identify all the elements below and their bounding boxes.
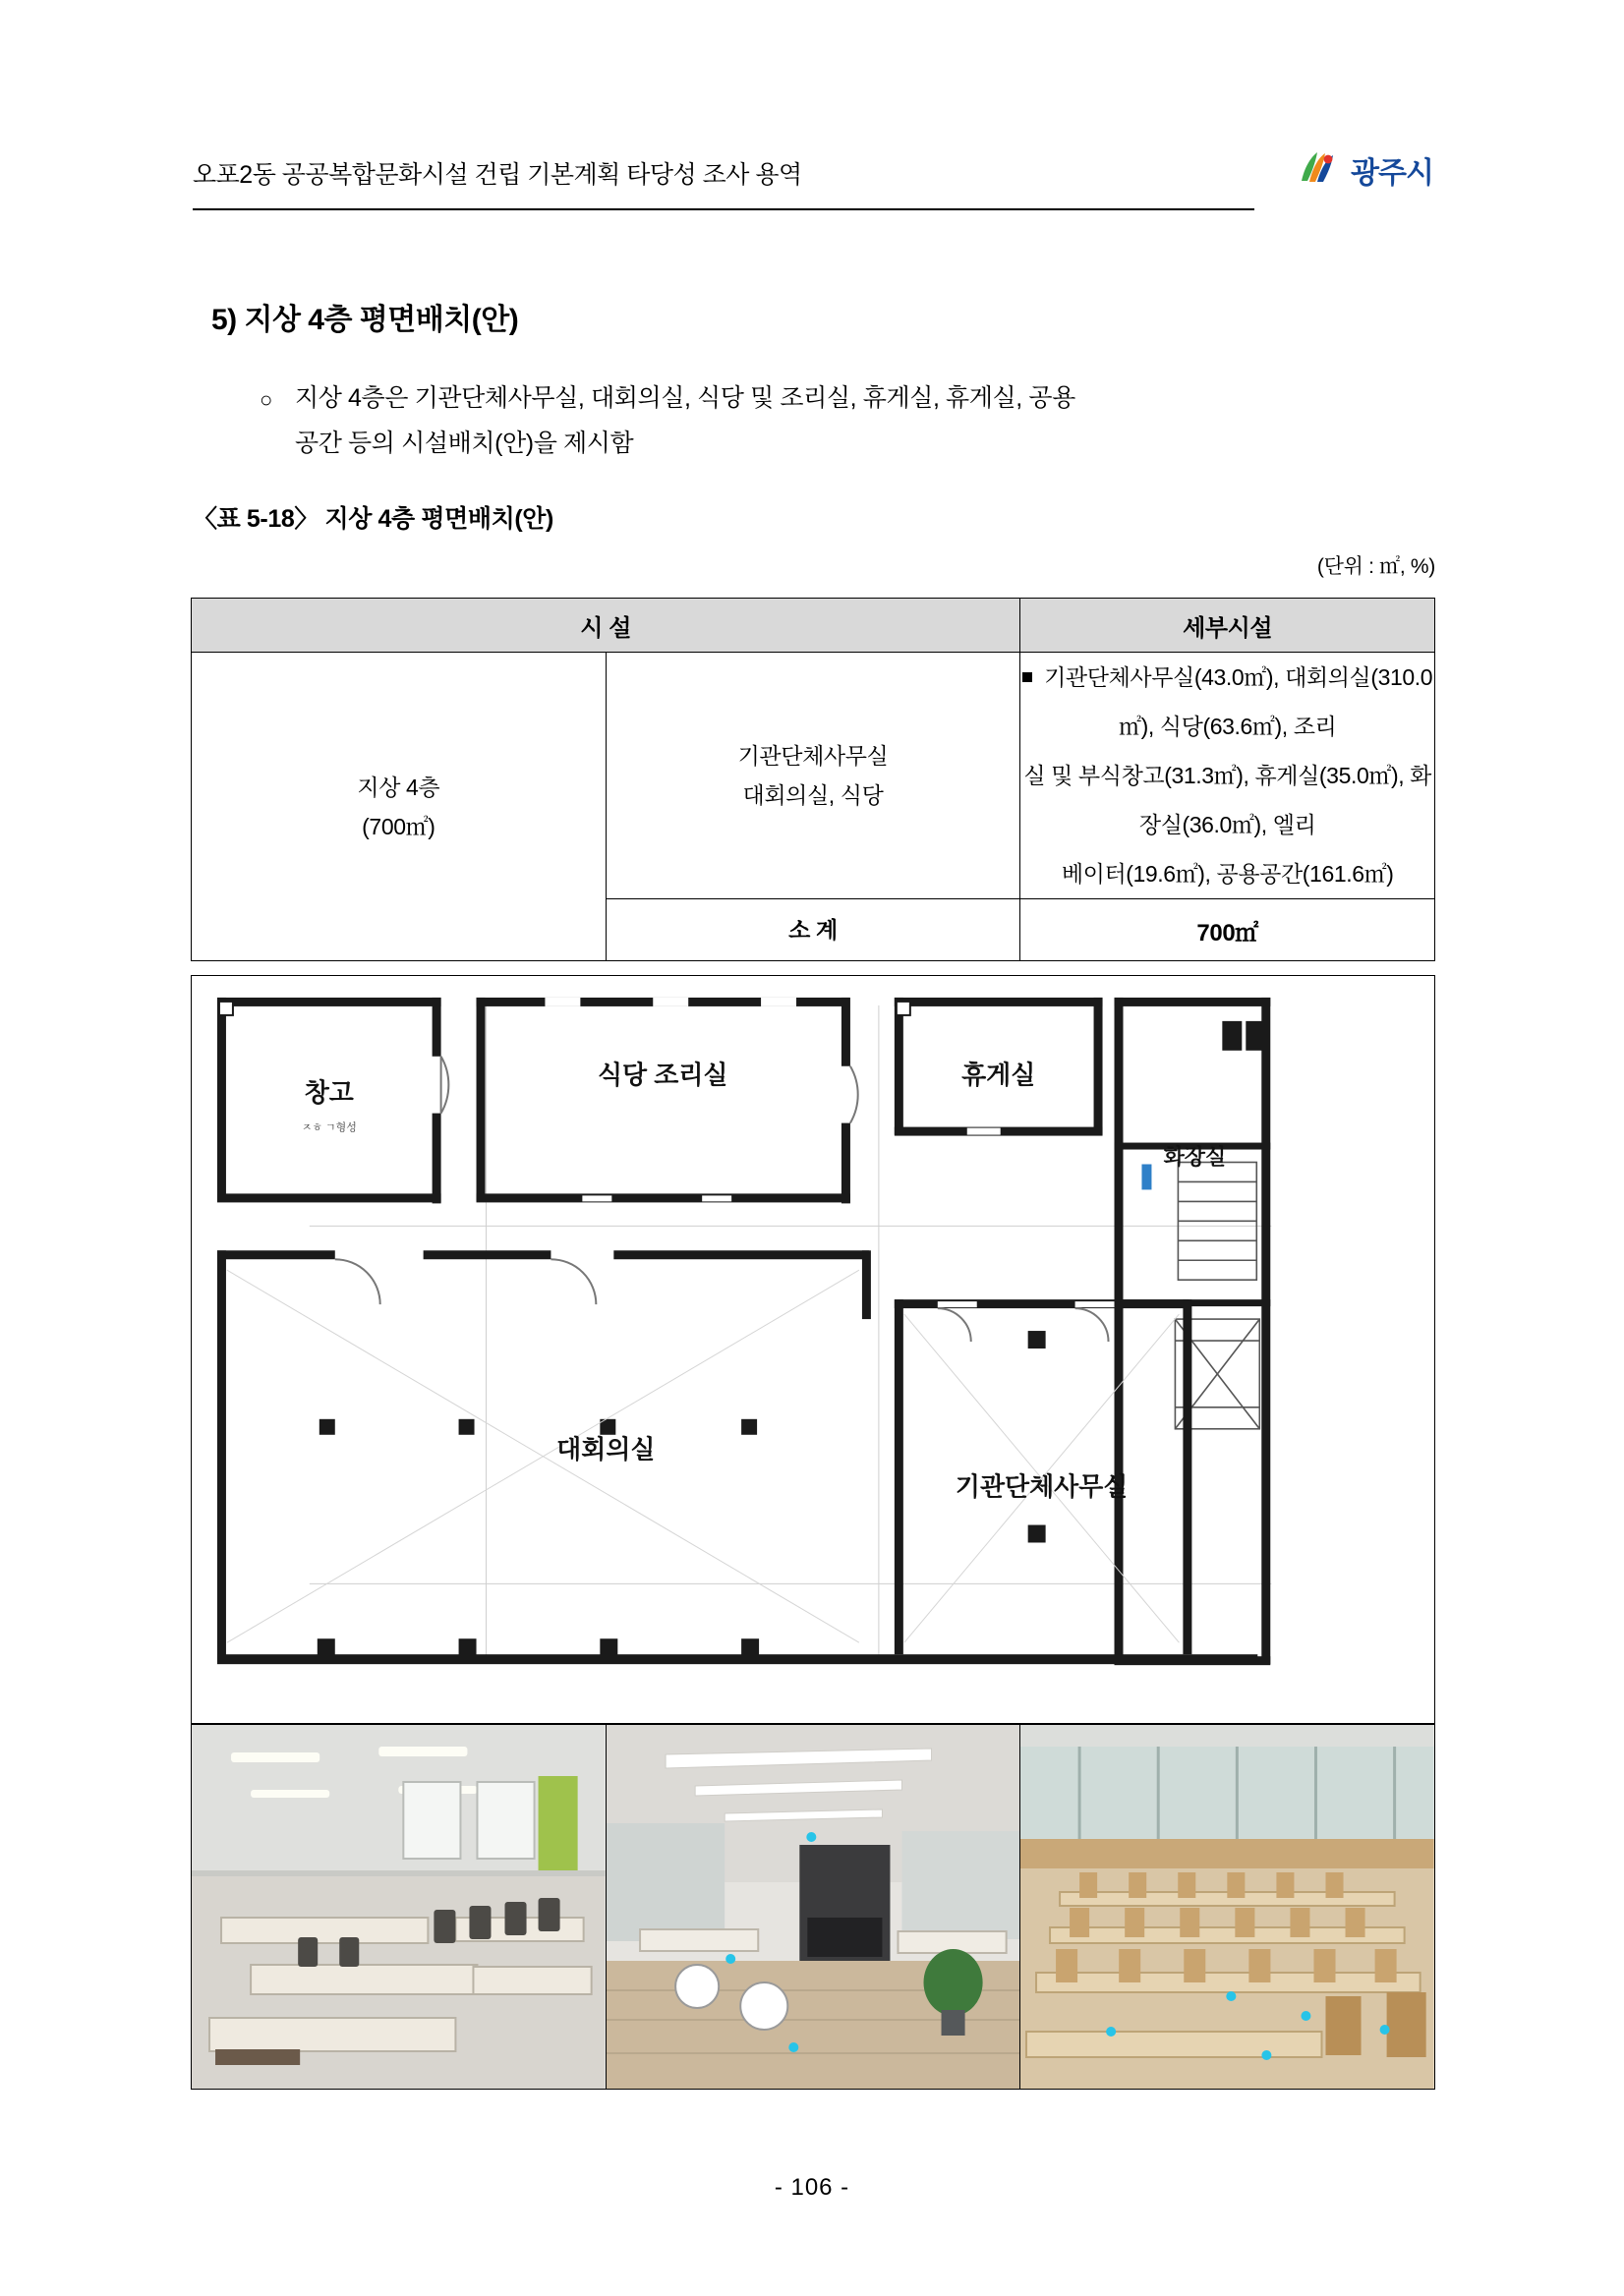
header-title: 오포2동 공공복합문화시설 건립 기본계획 타당성 조사 용역: [193, 161, 802, 189]
plan-label-hyugesil: 휴게실: [961, 1062, 1036, 1090]
detail-text-line1: 기관단체사무실(43.0㎡), 대회의실(310.0㎡), 식당(63.6㎡), 조리: [1044, 664, 1433, 739]
photo-sikdang: [1020, 1725, 1434, 2089]
sum-label: 소 계: [606, 899, 1020, 961]
facility-table: [191, 598, 1435, 961]
photo-strip: [191, 1724, 1435, 2090]
photo-gigwan-office: [607, 1725, 1021, 2089]
bullet-text-line1: 지상 4층은 기관단체사무실, 대회의실, 식당 및 조리실, 휴게실, 휴게실, 공용: [295, 384, 1075, 412]
bullet-text-line2: 공간 등의 시설배치(안)을 제시함: [295, 430, 634, 457]
facility-name: 지상 4층: [357, 774, 440, 800]
cell-subfacility: [606, 653, 1020, 899]
detail-line1: [1020, 653, 1434, 751]
gwangju-city-logo-icon: [1296, 147, 1341, 193]
section-title: 5) 지상 4층 평면배치(안): [211, 304, 519, 336]
plan-label-hwajangsil: 화장실: [1163, 1144, 1227, 1170]
plan-label-daehoeuisil: 대회의실: [556, 1436, 656, 1464]
photo-daehoeuisil: [192, 1725, 607, 2089]
table-row: [192, 653, 1435, 899]
bullet-marker-icon: ○: [260, 387, 272, 412]
table-header-detail: 세부시설: [1020, 599, 1435, 653]
cell-facility: [192, 653, 607, 961]
floor-plan-image: [191, 975, 1435, 1724]
header-divider: [193, 208, 1254, 210]
page-header: [193, 147, 1433, 226]
square-bullet-icon: [1022, 672, 1032, 682]
logo-text: 광주시: [1351, 157, 1433, 190]
sum-value: 700㎡: [1020, 899, 1435, 961]
table-unit-note: (단위 : ㎡, %): [1316, 555, 1435, 578]
plan-label-sikdang-jorisil: 식당 조리실: [597, 1062, 728, 1090]
subfacility-line2: 대회의실, 식당: [742, 782, 884, 808]
plan-label-changgo: 창고: [304, 1079, 354, 1108]
subfacility-line1: 기관단체사무실: [737, 743, 889, 769]
detail-text-line3: 베이터(19.6㎡), 공용공간(161.6㎡): [1061, 861, 1394, 887]
cell-detail: [1020, 653, 1435, 899]
facility-area: (700㎡): [362, 813, 435, 839]
table-caption: 〈표 5-18〉 지상 4층 평면배치(안): [193, 505, 553, 533]
city-logo: [1296, 147, 1433, 193]
detail-text-line2: 실 및 부식창고(31.3㎡), 휴게실(35.0㎡), 화장실(36.0㎡), 엘리: [1023, 763, 1431, 837]
page-number: - 106 -: [774, 2174, 850, 2201]
plan-label-gigwan-office: 기관단체사무실: [955, 1473, 1129, 1502]
section-bullet: [260, 375, 1435, 466]
table-header-row: [192, 599, 1435, 653]
plan-sublabel-changgo: ㅈㅎ ㄱ형성: [301, 1121, 357, 1134]
table-header-facility: 시 설: [192, 599, 1020, 653]
